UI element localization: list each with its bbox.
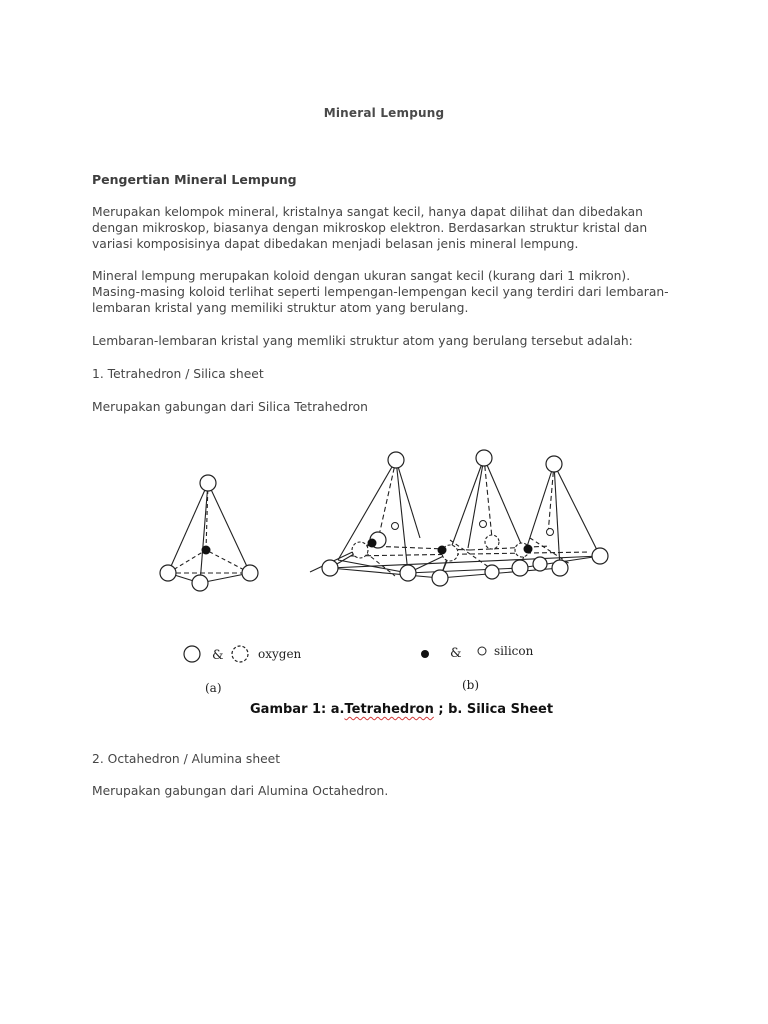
section-heading: Pengertian Mineral Lempung <box>92 172 297 187</box>
paragraph-sheets-intro: Lembaran-lembaran kristal yang memliki struktur atom yang berulang tersebut adalah: <box>92 334 633 348</box>
list-item-octahedron-desc: Merupakan gabungan dari Alumina Octahedron. <box>92 784 389 798</box>
caption-suffix: ; b. Silica Sheet <box>433 702 554 717</box>
tetrahedron-diagram <box>150 428 620 728</box>
figure-caption <box>250 702 553 717</box>
oxygen-solid-legend-icon <box>184 646 200 662</box>
document-title: Mineral Lempung <box>323 106 445 120</box>
paragraph-definition: Merupakan kelompok mineral, kristalnya sangat kecil, hanya dapat dilihat dan dibedakan dengan mikroskop, biasanya dengan mikroskop elektron. Berdasarkan struktur kristal dan variasi komposisinya dapat dibedakan menjadi belasan jenis mineral lempung. <box>92 205 648 251</box>
oxygen-dashed-legend-icon <box>232 646 248 662</box>
caption-prefix: Gambar 1: a. <box>250 702 345 717</box>
legend-oxygen-amp: & <box>212 648 224 663</box>
silicon-hollow-legend-icon <box>478 647 486 655</box>
caption-word: Tetrahedron <box>344 702 434 717</box>
list-item-tetrahedron: 1. Tetrahedron / Silica sheet <box>92 367 264 381</box>
paragraph-colloid: Mineral lempung merupakan koloid dengan ukuran sangat kecil (kurang dari 1 mikron). Masing-masing koloid terlihat seperti lempengan-lempengan kecil yang terdiri dari lembaran-lembaran kristal yang memiliki struktur atom yang berulang. <box>92 269 669 315</box>
legend-oxygen-label: oxygen <box>258 647 302 661</box>
tetrahedron-figure <box>150 428 620 728</box>
figure-label-a: (a) <box>205 681 222 695</box>
list-item-octahedron: 2. Octahedron / Alumina sheet <box>92 752 281 766</box>
legend-silicon-label: silicon <box>494 644 534 658</box>
silicon-solid-legend-icon <box>421 650 429 658</box>
legend-silicon-amp: & <box>450 646 462 661</box>
figure-label-b: (b) <box>462 678 480 692</box>
list-item-tetrahedron-desc: Merupakan gabungan dari Silica Tetrahedron <box>92 400 368 414</box>
